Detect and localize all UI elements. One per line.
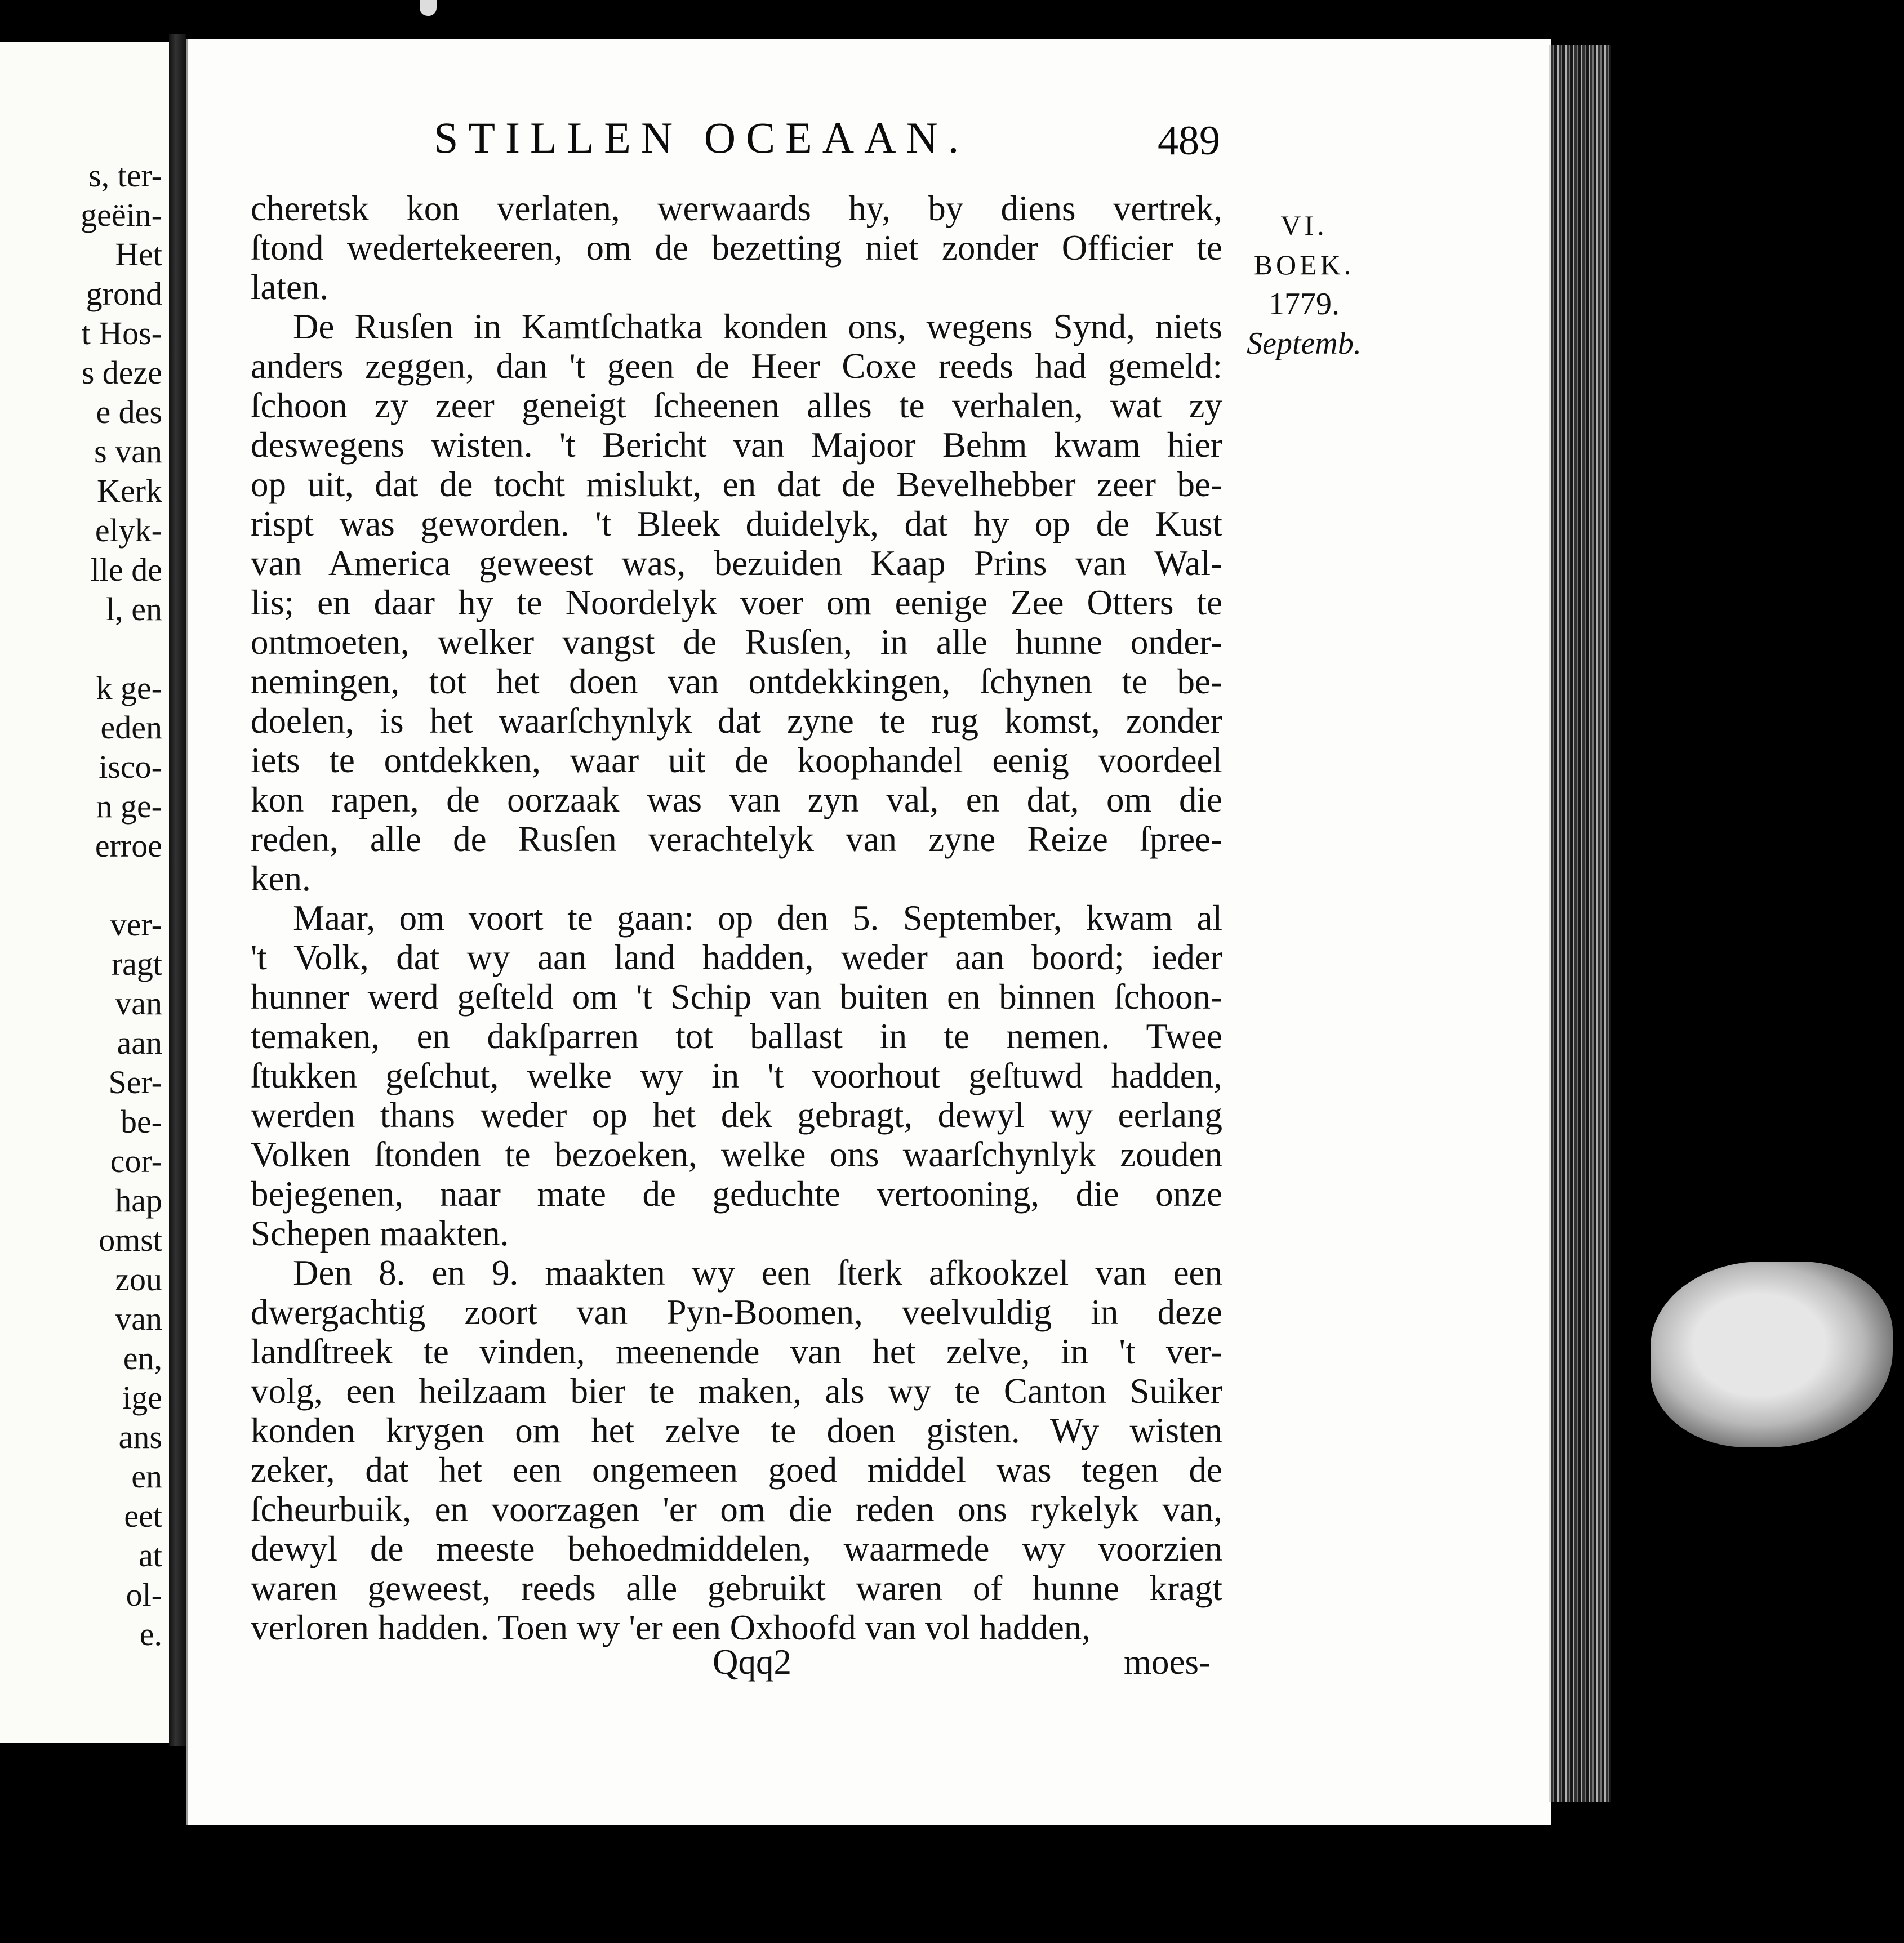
margin-note-book-label: BOEK. [1253,249,1355,280]
left-page-line: geëin- [81,197,162,233]
text-line: nemingen, tot het doen van ontdekkingen, ſchynen te be- [251,662,1222,701]
left-page-line: e des [96,394,162,430]
text-line: rispt was geworden. 't Bleek duidelyk, dat hy op de Kust [251,504,1222,543]
text-line: dwergachtig zoort van Pyn-Boomen, veelvuldig in deze [251,1293,1222,1332]
left-page-line: lle de [90,551,162,588]
left-page-line: hap [115,1182,162,1219]
page-edge-striations [1549,45,1611,1802]
signature-mark: Qqq2 [713,1642,791,1682]
text-line: verloren hadden. Toen wy 'er een Oxhoofd van vol hadden, [251,1608,1091,1647]
left-page-line: ans [118,1419,162,1455]
left-page-line: l, en [106,591,162,627]
text-line: ken. [251,859,311,898]
left-page-line: van [115,1300,162,1337]
text-line: op uit, dat de tocht mislukt, en dat de Bevelhebber zeer be- [251,465,1222,504]
text-line: Schepen maakten. [251,1214,509,1253]
text-line: iets te ontdekken, waar uit de koophandel eenig voordeel [251,741,1222,780]
text-line: doelen, is het waarſchynlyk dat zyne te rug komst, zonder [251,701,1222,741]
left-page-line: s, ter- [88,157,162,194]
margin-note-book-number: VI. [1280,210,1328,241]
left-page-line: van [115,985,162,1022]
text-line: zeker, dat het een ongemeen goed middel was tegen de [251,1450,1222,1490]
left-page-line: aan [117,1024,162,1061]
left-page-fragment [0,42,169,1743]
body-text [251,189,1222,1647]
text-line: van America geweest was, bezuiden Kaap Prins van Wal- [251,543,1222,583]
text-line: Maar, om voort te gaan: op den 5. September, kwam al [293,898,1222,938]
text-line: Den 8. en 9. maakten wy een ſterk afkookzel van een [293,1253,1222,1293]
text-line: ſcheurbuik, en voorzagen 'er om die reden ons rykelyk van, [251,1490,1222,1529]
text-line: werden thans weder op het dek gebragt, dewyl wy eerlang [251,1095,1222,1135]
left-page-line: Kerk [97,473,162,509]
text-line: De Rusſen in Kamtſchatka konden ons, wegens Synd, niets [293,307,1222,346]
left-page-line: en [131,1458,162,1495]
text-line: Volken ſtonden te bezoeken, welke ons waarſchynlyk zouden [251,1135,1222,1174]
text-line: dewyl de meeste behoedmiddelen, waarmede wy voorzien [251,1529,1222,1568]
text-line: landſtreek te vinden, meenende van het zelve, in 't ver- [251,1332,1222,1371]
text-line: lis; en daar hy te Noordelyk voer om eenige Zee Otters te [251,583,1222,622]
text-line: bejegenen, naar mate de geduchte vertooning, die onze [251,1174,1222,1214]
text-line: reden, alle de Rusſen verachtelyk van zyne Reize ſpree- [251,819,1222,859]
left-page-line: Ser- [108,1064,162,1100]
left-page-line: omst [99,1222,162,1258]
left-page-line: e. [139,1616,162,1652]
text-line: volg, een heilzaam bier te maken, als wy te Canton Suiker [251,1371,1222,1411]
left-page-line: s van [94,433,162,470]
left-page-line: ragt [111,946,162,982]
left-page-line: elyk- [95,512,162,549]
text-line: ſtond wedertekeeren, om de bezetting niet zonder Officier te [251,228,1222,268]
left-page-line: ver- [110,906,162,943]
text-line: 't Volk, dat wy aan land hadden, weder aan boord; ieder [251,938,1222,977]
left-page-line: Het [115,236,162,273]
text-line: temaken, en dakſparren tot ballast in te nemen. Twee [251,1017,1222,1056]
left-page-line: k ge- [96,670,162,706]
page-tab-mark [420,0,437,16]
text-line: kon rapen, de oorzaak was van zyn val, en dat, om die [251,780,1222,819]
left-page-line: eden [100,709,162,746]
text-line: ſchoon zy zeer geneigt ſcheenen alles te verhalen, wat zy [251,386,1222,425]
left-page-line: be- [120,1103,162,1140]
left-page-line: cor- [110,1143,162,1179]
left-page-line: ige [122,1379,162,1416]
page-number: 489 [1158,118,1220,164]
margin-notes [1239,206,1369,363]
left-page-line: at [139,1537,162,1574]
left-page-line: erroe [95,827,162,864]
text-line: ontmoeten, welker vangst de Rusſen, in alle hunne onder- [251,622,1222,662]
text-line: ſtukken geſchut, welke wy in 't voorhout geſtuwd hadden, [251,1056,1222,1095]
text-line: deswegens wisten. 't Bericht van Majoor Behm kwam hier [251,425,1222,465]
left-page-line: t Hos- [81,315,162,351]
text-line: laten. [251,268,329,307]
left-page-line: zou [115,1261,162,1298]
left-page-line: isco- [99,748,162,785]
left-page-line: s deze [81,354,162,391]
text-line: cheretsk kon verlaten, werwaards hy, by diens vertrek, [251,189,1222,228]
left-page-line: en, [123,1340,162,1376]
running-head: STILLEN OCEAAN. [434,113,969,162]
text-line: waren geweest, reeds alle gebruikt waren of hunne kragt [251,1568,1222,1608]
left-page-line: n ge- [96,788,162,825]
left-page-line: grond [86,275,162,312]
paper-damage-patch [1651,1262,1893,1447]
left-page-line: ol- [126,1576,162,1613]
left-page-line: eet [124,1498,162,1534]
catchword: moes- [1124,1642,1211,1682]
text-line: konden krygen om het zelve te doen gisten. Wy wisten [251,1411,1222,1450]
book-gutter [169,34,186,1746]
margin-note-month: Septemb. [1247,326,1362,361]
text-line: hunner werd geſteld om 't Schip van buiten en binnen ſchoon- [251,977,1222,1017]
margin-note-year: 1779. [1269,287,1340,322]
text-line: anders zeggen, dan 't geen de Heer Coxe reeds had gemeld: [251,346,1222,386]
